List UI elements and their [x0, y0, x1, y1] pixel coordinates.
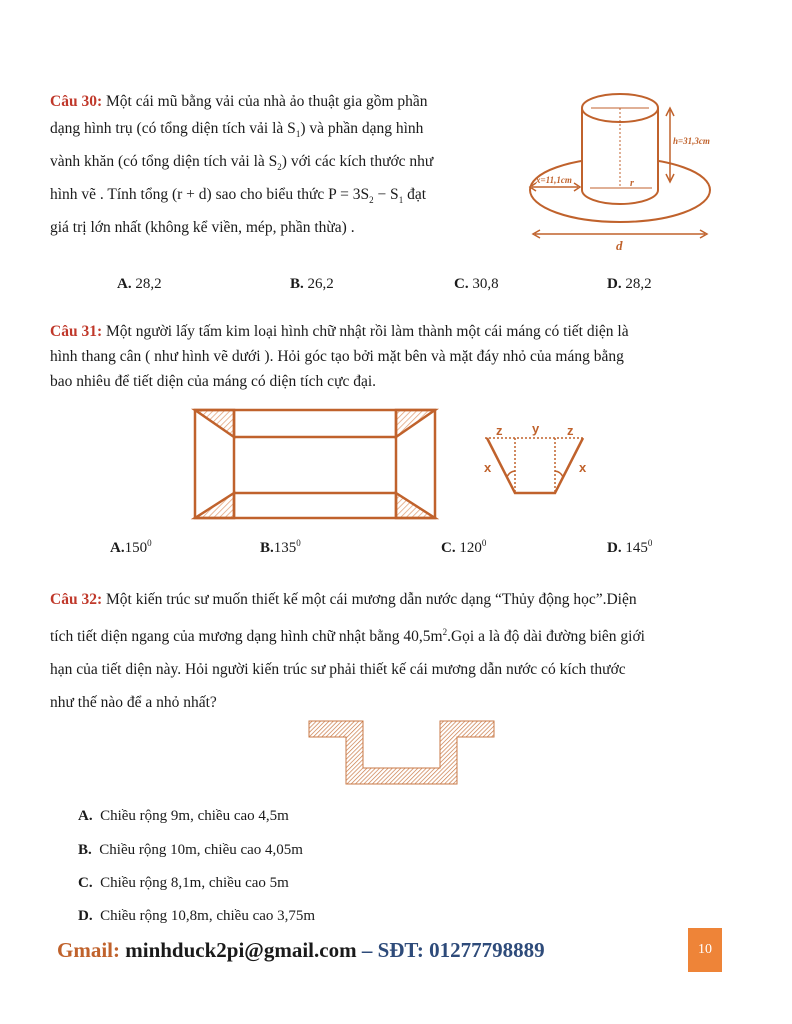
q30-option-d[interactable]: D. 28,2	[607, 276, 652, 292]
footer-contact	[57, 938, 545, 963]
x-label-right: x	[579, 460, 587, 475]
q32-option-d[interactable]: D. Chiều rộng 10,8m, chiều cao 3,75m	[78, 908, 316, 924]
x-label-left: x	[484, 460, 492, 475]
y-label: y	[532, 421, 540, 436]
d-label: d	[616, 238, 623, 253]
q30-text: Câu 30: Một cái mũ bằng vải của nhà ảo thuật gia gồm phần dạng hình trụ (có tổng diện tích vải là $S_1$) và phần dạng hình vành khăn (có tổng diện tích vải là $S_2$) với các kích thước như hình vẽ . Tính tổng (r + d) sao cho biểu thức $P = 3S_2 - S_1$ đạt giá trị lớn nhất (không kể viền, mép, phần thừa) .	[50, 93, 434, 237]
page-number-badge: 10	[688, 928, 722, 972]
phone-number: – SĐT: 01277798889	[356, 938, 545, 962]
q32-option-b[interactable]: B. Chiều rộng 10m, chiều cao 4,05m	[78, 842, 303, 858]
q32-label: Câu 32:	[50, 591, 103, 608]
q31-option-c[interactable]: C. $120^0$	[441, 538, 487, 556]
channel-figure	[305, 715, 500, 785]
q31-option-d[interactable]: D. $145^0$	[607, 538, 653, 556]
q31-option-a[interactable]: A.150$^0$	[110, 538, 152, 556]
q31-label: Câu 31:	[50, 323, 103, 340]
x-label: x=11,1cm	[536, 175, 572, 185]
q31-text: Câu 31: Một người lấy tấm kim loại hình chữ nhật rồi làm thành một cái máng có tiết diện là hình thang cân ( như hình vẽ dưới ). Hỏi góc tạo bởi mặt bên và mặt đáy nhỏ của máng bằng bao nhiêu để tiết diện của máng có diện tích cực đại.	[50, 323, 629, 390]
metal-sheet-figure	[190, 405, 440, 520]
q30-option-c[interactable]: C. 30,8	[454, 276, 499, 292]
q30-label: Câu 30:	[50, 93, 103, 110]
q32-text: Câu 32: Một kiến trúc sư muốn thiết kế một cái mương dẫn nước dạng “Thủy động học”.Diện tích tiết diện ngang của mương dạng hình chữ nhật bằng $40,5m^2.Gọi$ a là độ dài đường biên giới hạn của tiết diện này. Hỏi người kiến trúc sư phải thiết kế cái mương dẫn nước có kích thước như thế nào để a nhỏ nhất?	[50, 591, 645, 712]
h-label: h=31,3cm	[673, 136, 710, 146]
q30-option-a[interactable]: A. 28,2	[117, 276, 162, 292]
trapezoid-section-figure	[475, 415, 600, 500]
hat-figure	[505, 80, 735, 255]
gmail-label: Gmail:	[57, 938, 120, 962]
q30-option-b[interactable]: B. 26,2	[290, 276, 334, 292]
r-label: r	[630, 178, 634, 189]
q32-option-a[interactable]: A. Chiều rộng 9m, chiều cao 4,5m	[78, 808, 289, 824]
q31-option-b[interactable]: B.135$^0$	[260, 538, 301, 556]
email-link[interactable]: minhduck2pi@gmail.com	[120, 938, 357, 962]
z-label-left: z	[496, 423, 503, 438]
q32-option-c[interactable]: C. Chiều rộng 8,1m, chiều cao 5m	[78, 875, 289, 891]
z-label-right: z	[567, 423, 574, 438]
